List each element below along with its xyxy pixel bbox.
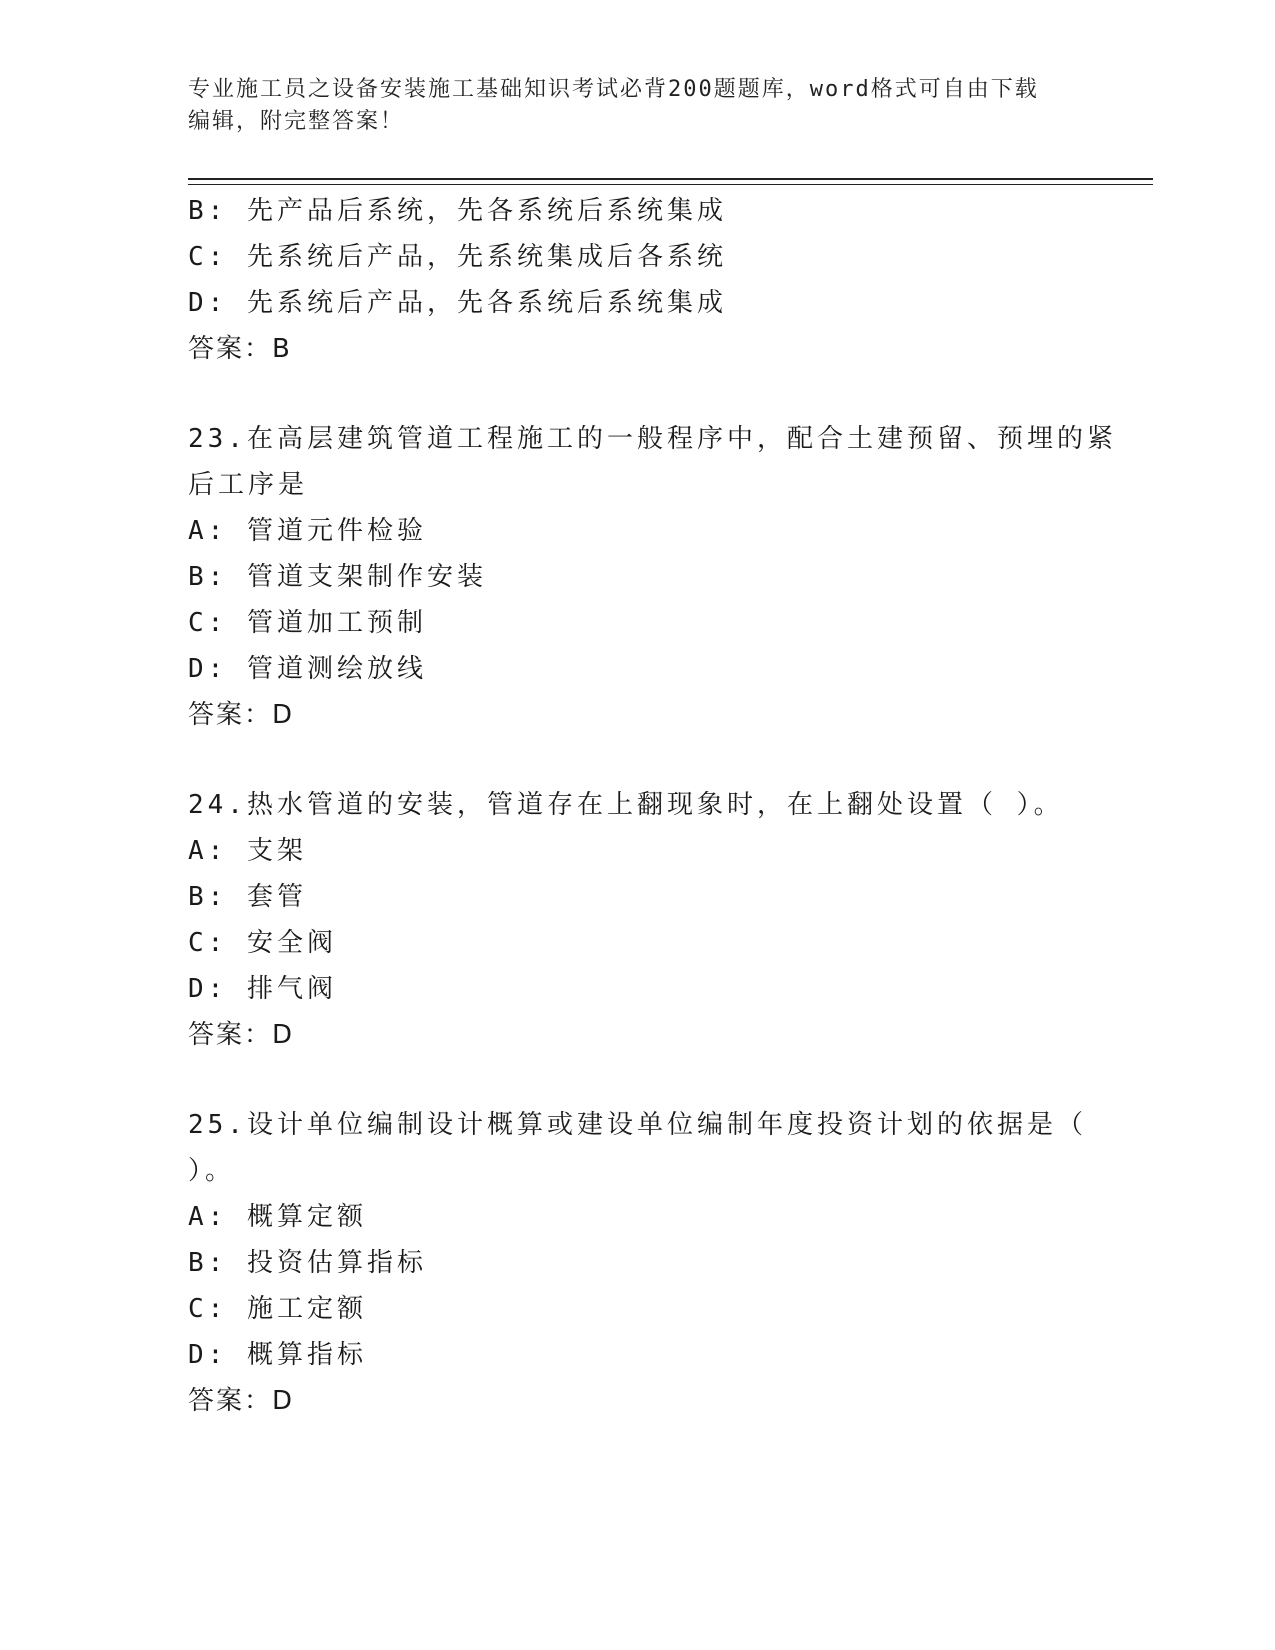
option-a: A: 管道元件检验 xyxy=(188,516,427,546)
option-c: C: 先系统后产品，先系统集成后各系统 xyxy=(188,242,727,272)
question-stem-line-1: 24.热水管道的安装，管道存在上翻现象时，在上翻处设置（ ）。 xyxy=(188,790,1064,820)
header-title-line-2: 编辑，附完整答案！ xyxy=(188,109,405,134)
option-a: A: 支架 xyxy=(188,836,307,866)
answer-line: 答案：D xyxy=(188,1020,295,1050)
option-c: C: 管道加工预制 xyxy=(188,608,427,638)
option-d: D: 概算指标 xyxy=(188,1340,367,1370)
option-c: C: 安全阀 xyxy=(188,928,337,958)
answer-line: 答案：B xyxy=(188,334,292,364)
option-b: B: 套管 xyxy=(188,882,307,912)
option-d: D: 先系统后产品，先各系统后系统集成 xyxy=(188,288,727,318)
spacer xyxy=(188,372,1088,416)
document-header xyxy=(188,74,1068,138)
answer-line: 答案：D xyxy=(188,1386,295,1416)
question-list xyxy=(188,188,1117,1424)
option-b: B: 投资估算指标 xyxy=(188,1248,427,1278)
question-22 xyxy=(188,188,1088,372)
spacer xyxy=(188,1058,1088,1102)
question-stem-line-1: 25.设计单位编制设计概算或建设单位编制年度投资计划的依据是（ xyxy=(188,1110,1087,1140)
header-divider-thin xyxy=(188,184,1153,185)
answer-line: 答案：D xyxy=(188,700,295,730)
option-d: D: 排气阀 xyxy=(188,974,337,1004)
spacer xyxy=(188,738,1088,782)
option-c: C: 施工定额 xyxy=(188,1294,367,1324)
question-24 xyxy=(188,782,1088,1058)
header-divider-thick xyxy=(188,178,1153,180)
question-23 xyxy=(188,416,1117,738)
option-b: B: 管道支架制作安装 xyxy=(188,562,487,592)
question-25 xyxy=(188,1102,1088,1424)
header-title-line-1: 专业施工员之设备安装施工基础知识考试必背200题题库，word格式可自由下载 xyxy=(188,77,1039,102)
option-d: D: 管道测绘放线 xyxy=(188,654,427,684)
question-stem-line-2: ）。 xyxy=(188,1156,236,1186)
question-stem-line-2: 后工序是 xyxy=(188,470,309,500)
option-b: B: 先产品后系统，先各系统后系统集成 xyxy=(188,196,727,226)
option-a: A: 概算定额 xyxy=(188,1202,367,1232)
question-stem-line-1: 23.在高层建筑管道工程施工的一般程序中，配合土建预留、预埋的紧 xyxy=(188,424,1117,454)
